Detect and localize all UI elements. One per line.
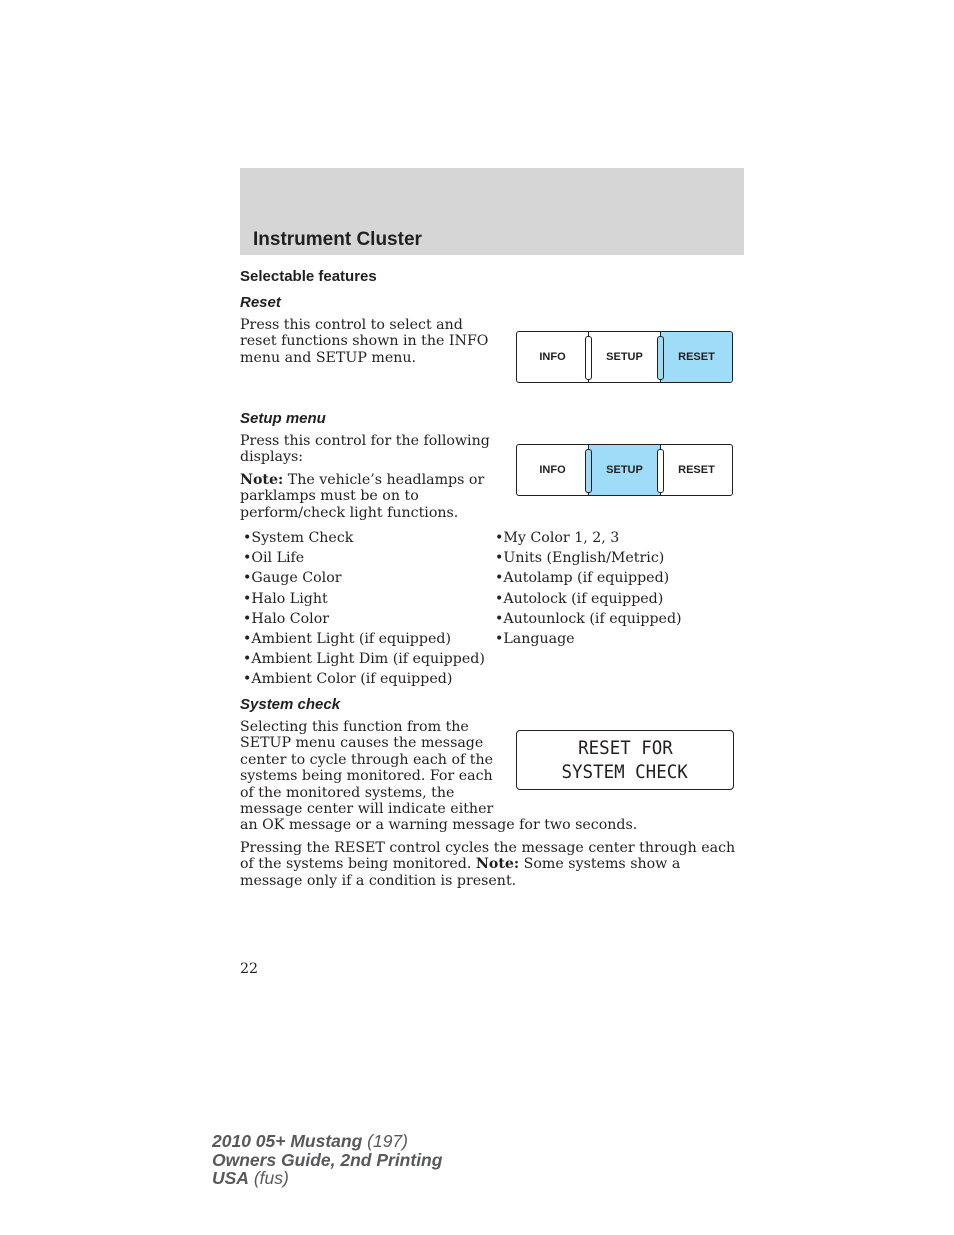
setup-menu-heading: Setup menu (240, 410, 326, 427)
control-panel-reset-highlight (516, 331, 733, 383)
text-line: an OK message or a warning message for two seconds. (240, 817, 638, 834)
text-line: center to cycle through each of the (240, 751, 493, 768)
paragraph-text: Some systems show a message only if a condition is present. (240, 856, 681, 889)
setup-menu-description: Press this control for the following displays: (240, 433, 490, 466)
list-item: •System Check (243, 530, 354, 546)
setup-button (588, 332, 660, 382)
page-number: 22 (240, 961, 259, 977)
list-item: •Ambient Light Dim (if equipped) (243, 651, 485, 668)
reset-button (660, 445, 732, 495)
control-panel-setup-highlight (516, 444, 733, 496)
reset-button-highlighted (660, 332, 732, 382)
button-divider-notch (657, 449, 664, 493)
document-footer (212, 1132, 442, 1188)
features-list-right (495, 528, 682, 649)
info-button-label: INFO (539, 464, 566, 476)
setup-button-highlighted (588, 445, 660, 495)
paragraph-text: Pressing the RESET control cycles the message center through each of the systems being monitored. (240, 840, 736, 873)
text-line: systems being monitored. For each (240, 768, 493, 785)
button-divider-notch (657, 336, 664, 380)
list-item: •Gauge Color (243, 570, 342, 587)
button-divider-notch (585, 336, 592, 380)
text-line: Selecting this function from the (240, 719, 469, 735)
display-line-2: SYSTEM CHECK (561, 761, 689, 783)
setup-button-label: SETUP (606, 351, 643, 363)
footer-line-1 (212, 1132, 442, 1151)
list-item: •Autounlock (if equipped) (495, 610, 682, 627)
note-text: The vehicle’s headlamps or parklamps must be on to perform/check light functions. (240, 472, 485, 521)
display-line-1: RESET FOR (577, 737, 673, 759)
info-button-label: INFO (539, 351, 566, 363)
note-label: Note: (475, 856, 520, 873)
reset-heading: Reset (240, 294, 281, 311)
list-item: •Autolamp (if equipped) (495, 570, 670, 587)
info-button (517, 445, 588, 495)
footer-line-3 (212, 1169, 442, 1188)
list-item: •Ambient Color (if equipped) (243, 671, 453, 688)
text-line: message center will indicate either (240, 801, 494, 818)
footer-line-2: Owners Guide, 2nd Printing (212, 1149, 443, 1170)
features-list-left (243, 528, 485, 690)
reset-description: Press this control to select and reset functions shown in the INFO menu and SETUP menu. (240, 317, 489, 366)
list-item: •My Color 1, 2, 3 (495, 530, 620, 546)
footer-market-code: (fus) (248, 1168, 289, 1188)
text-line: of the monitored systems, the (240, 784, 455, 801)
setup-menu-note (240, 472, 490, 521)
list-item: •Units (English/Metric) (495, 550, 665, 567)
section-title: Selectable features (240, 268, 377, 285)
list-item: •Language (495, 631, 575, 648)
message-center-display (516, 730, 734, 790)
footer-code: (197) (362, 1131, 408, 1151)
setup-button-label: SETUP (606, 464, 643, 476)
text-line: SETUP menu causes the message (240, 735, 484, 752)
list-item: •Autolock (if equipped) (495, 590, 664, 607)
footer-market: USA (212, 1168, 249, 1188)
reset-button-label: RESET (678, 351, 715, 363)
button-divider-notch (585, 449, 592, 493)
note-label: Note: (240, 472, 284, 488)
page-title: Instrument Cluster (253, 229, 422, 250)
system-check-paragraph-2 (240, 840, 740, 889)
list-item: •Ambient Light (if equipped) (243, 631, 451, 648)
list-item: •Halo Light (243, 590, 328, 607)
system-check-heading: System check (240, 696, 341, 713)
section-header-band (240, 168, 744, 255)
list-item: •Halo Color (243, 610, 330, 627)
reset-button-label: RESET (678, 464, 715, 476)
list-item: •Oil Life (243, 550, 305, 567)
info-button (517, 332, 588, 382)
footer-model: 2010 05+ Mustang (212, 1131, 363, 1151)
